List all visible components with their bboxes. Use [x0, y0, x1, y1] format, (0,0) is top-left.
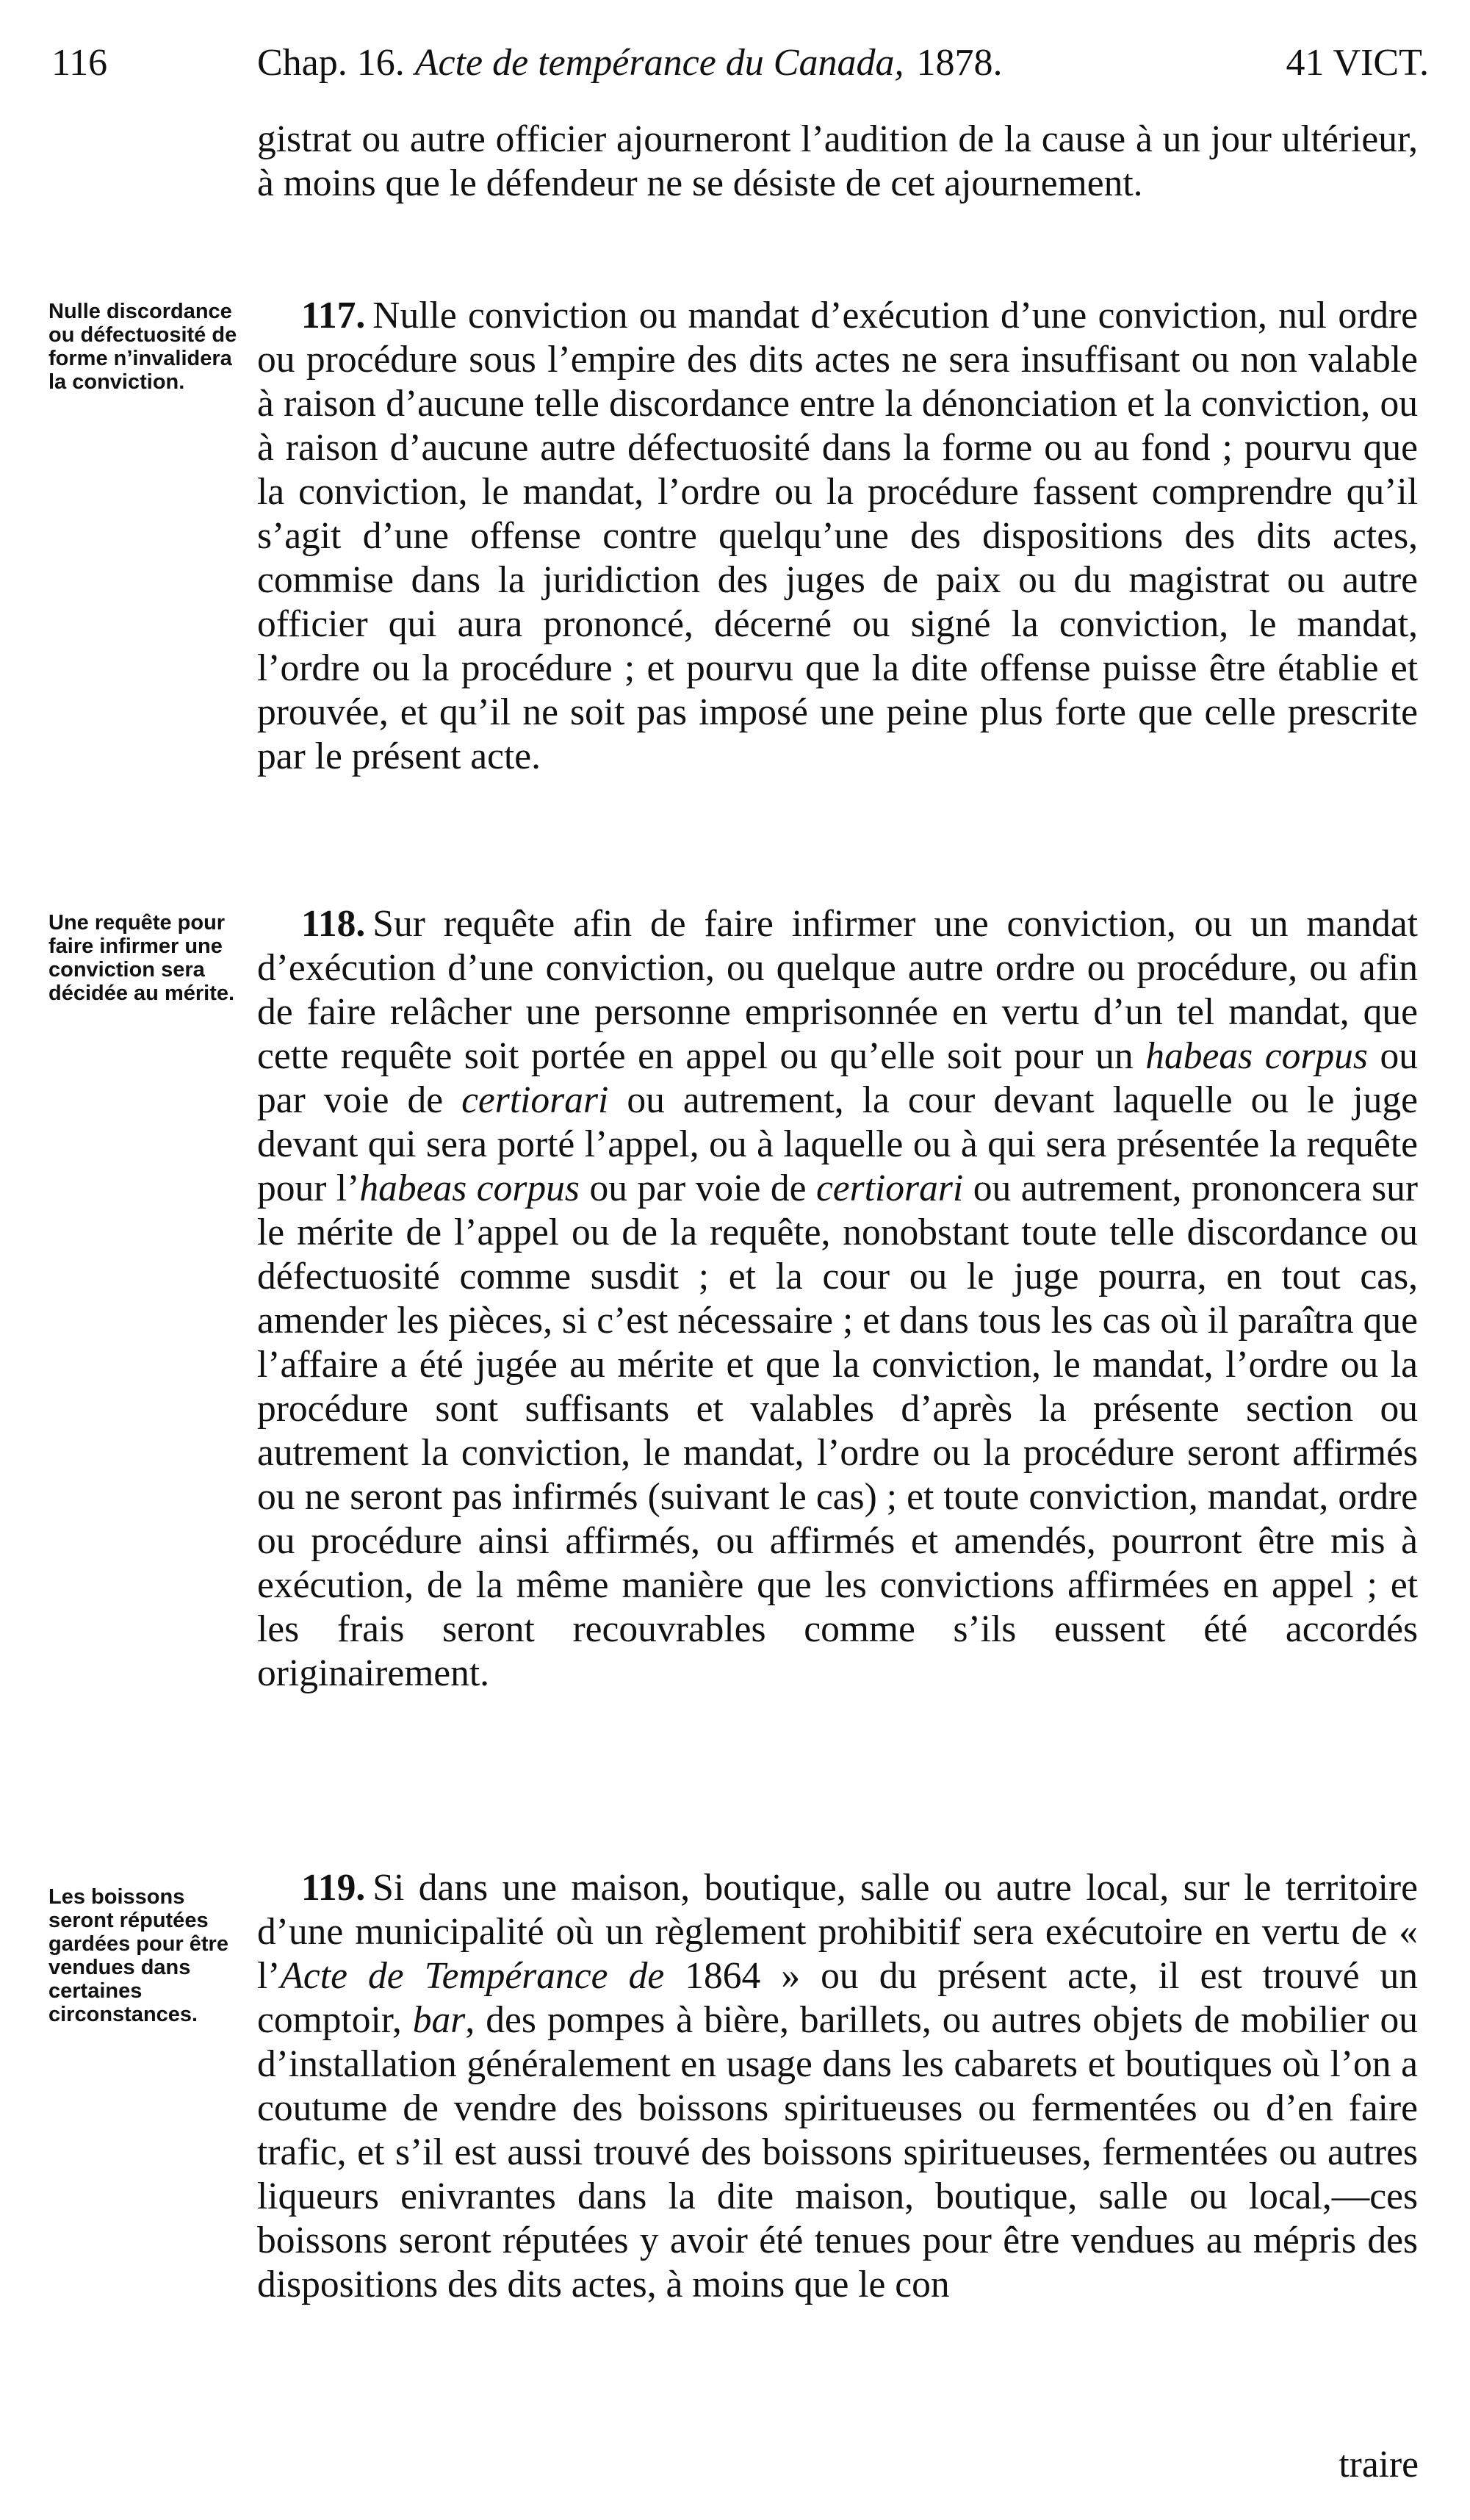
section-text: , des pompes à bière, barillets, ou autres objets de mobilier ou d’installation généralement en usage dans les cabarets et boutiques où l’on a coutume de vendre des boissons spiritueuses ou fermentées ou d’en faire trafic, et s’il est aussi trouvé des boissons spiritueuses, fermentées ou autres liqueurs enivrantes dans la dite maison, boutique, salle ou local,—ces boissons seront réputées y avoir été tenues pour être vendues au mépris des dispositions des dits actes, à moins que le con — [257, 1999, 1418, 2305]
paragraph-text: gistrat ou autre officier ajourneront l’audition de la cause à un jour ultérieur, à moins que le défendeur ne se désiste de cet ajournement. — [257, 118, 1418, 204]
page-number: 116 — [51, 42, 108, 84]
act-title: Acte de tempérance du Canada, — [414, 42, 904, 84]
section-text: 1864 » ou du présent acte, il est trouvé un comptoir, — [257, 1955, 1418, 2041]
section-118 — [257, 902, 1418, 1696]
section-text: Sur requête afin de faire infirmer une conviction, ou un mandat d’exécution d’une conviction, ou quelque autre ordre ou procédure, ou afin de faire relâcher une personne emprisonnée en vertu d’un tel mandat, que cette requête soit portée en appel ou qu’elle soit pour un — [257, 903, 1418, 1077]
act-reference: Acte de Tempérance de — [280, 1955, 665, 1997]
act-year: 1878. — [916, 42, 1003, 84]
page-header — [51, 41, 1429, 93]
section-number: 119. — [301, 1867, 366, 1909]
section-number: 117. — [301, 295, 366, 336]
running-title — [257, 41, 1002, 84]
margin-note-117: Nulle discordance ou défectuosité de forme n’invalidera la conviction. — [48, 300, 237, 394]
latin-term-habeas-corpus: habeas corpus — [359, 1167, 580, 1209]
margin-note-118: Une requête pour faire infirmer une conviction sera décidée au mérite. — [48, 911, 235, 1005]
catchword: traire — [1339, 2444, 1419, 2485]
latin-term-certiorari: certiorari — [815, 1167, 964, 1209]
section-119 — [257, 1866, 1418, 2307]
chapter-label: Chap. 16. — [257, 42, 405, 84]
section-text: ou par voie de — [579, 1167, 816, 1209]
section-text: ou autrement, la cour devant laquelle ou le juge devant qui sera porté l’appel, ou à laquelle ou à qui sera présentée la requête pour l’ — [257, 1079, 1418, 1209]
paragraph-continued — [257, 118, 1418, 206]
section-text: Si dans une maison, boutique, salle ou autre local, sur le territoire d’une municipalité où un règlement prohibitif sera exécutoire en vertu de « l’ — [257, 1867, 1418, 1997]
margin-note-119: Les boissons seront réputées gardées pour être vendues dans certaines circonstances. — [48, 1885, 228, 2026]
term-bar: bar — [412, 1999, 466, 2041]
section-text: Nulle conviction ou mandat d’exécution d’une conviction, nul ordre ou procédure sous l’empire des dits actes ne sera insuffisant ou non valable à raison d’aucune telle discordance entre la dénonciation et la conviction, ou à raison d’aucune autre défectuosité dans la forme ou au fond ; pourvu que la conviction, le mandat, l’ordre ou la procédure fassent comprendre qu’il s’agit d’une offense contre quelqu’une des dispositions des dits actes, commise dans la juridiction des juges de paix ou du magistrat ou autre officier qui aura prononcé, décerné ou signé la conviction, le mandat, l’ordre ou la procédure ; et pourvu que la dite offense puisse être établie et prouvée, et qu’il ne soit pas imposé une peine plus forte que celle prescrite par le présent acte. — [257, 295, 1418, 777]
section-number: 118. — [301, 903, 366, 945]
section-text: ou par voie de — [257, 1035, 1419, 1121]
latin-term-habeas-corpus: habeas corpus — [1145, 1035, 1368, 1077]
regnal-year: 41 VICT. — [1286, 42, 1429, 84]
latin-term-certiorari: certiorari — [461, 1079, 609, 1121]
section-117 — [257, 294, 1418, 779]
section-text: ou autrement, prononcera sur le mérite de l’appel ou de la requête, nonobstant toute telle discordance ou défectuosité comme susdit ; et la cour ou le juge pourra, en tout cas, amender les pièces, si c’est nécessaire ; et dans tous les cas où il paraîtra que l’affaire a été jugée au mérite et que la conviction, le mandat, l’ordre ou la procédure sont suffisants et valables d’après la présente section ou autrement la conviction, le mandat, l’ordre ou la procédure seront affirmés ou ne seront pas infirmés (suivant le cas) ; et toute conviction, mandat, ordre ou procédure ainsi affirmés, ou affirmés et amendés, pourront être mis à exécution, de la même manière que les convictions affirmées en appel ; et les frais seront recouvrables comme s’ils eussent été accordés originairement. — [257, 1167, 1419, 1694]
